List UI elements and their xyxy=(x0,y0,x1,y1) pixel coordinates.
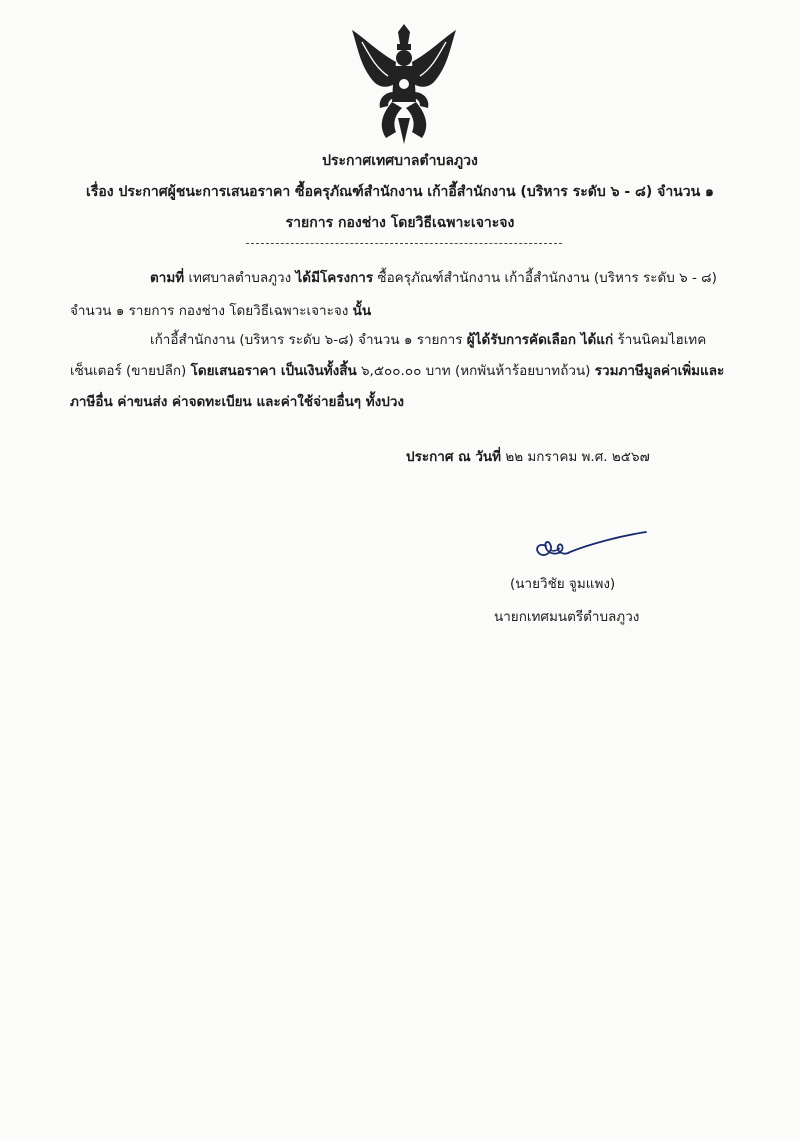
signature-icon xyxy=(530,528,648,564)
body-line-4 xyxy=(70,359,724,381)
subject-text: ประกาศผู้ชนะการเสนอราคา ซื้อครุภัณฑ์สำนักงาน เก้าอี้สำนักงาน (บริหาร ระดับ ๖ - ๘) จำนวน ๑ xyxy=(118,184,714,200)
body-text: เซ็นเตอร์ (ขายปลีก) xyxy=(70,363,191,379)
signer-name: (นายวิชัย จูมแพง) xyxy=(510,576,616,592)
body-text: จำนวน ๑ รายการ กองช่าง โดยวิธีเฉพาะเจาะจง xyxy=(70,303,353,319)
body-text: ตามที่ xyxy=(150,270,185,286)
subject-line-1 xyxy=(0,181,800,203)
body-text: ๖,๕๐๐.๐๐ บาท (หกพันห้าร้อยบาทถ้วน) xyxy=(356,363,595,379)
body-line-1 xyxy=(150,266,717,288)
body-text: โดยเสนอราคา เป็นเงินทั้งสิ้น xyxy=(190,363,357,379)
subject-label: เรื่อง xyxy=(86,184,114,200)
garuda-emblem-icon xyxy=(348,22,460,146)
announce-label: ประกาศ ณ วันที่ xyxy=(406,449,502,465)
body-text: ผู้ได้รับการคัดเลือก ได้แก่ xyxy=(466,332,614,348)
page-title: ประกาศเทศบาลตำบลภูวง xyxy=(322,153,478,169)
body-text: เทศบาลตำบลภูวง xyxy=(184,270,296,286)
announce-date-line xyxy=(406,445,650,467)
body-text: เก้าอี้สำนักงาน (บริหาร ระดับ ๖-๘) จำนวน ๑ รายการ xyxy=(150,332,467,348)
body-text: รวมภาษีมูลค่าเพิ่มและ xyxy=(594,363,725,379)
subject-line-2: รายการ กองช่าง โดยวิธีเฉพาะเจาะจง xyxy=(285,215,515,231)
body-text: นั้น xyxy=(352,303,372,319)
body-text: ซื้อครุภัณฑ์สำนักงาน เก้าอี้สำนักงาน (บริหาร ระดับ ๖ - ๘) xyxy=(373,270,717,286)
divider xyxy=(246,243,562,244)
body-text: ร้านนิคมไฮเทค xyxy=(613,332,707,348)
body-line-5: ภาษีอื่น ค่าขนส่ง ค่าจดทะเบียน และค่าใช้จ่ายอื่นๆ ทั้งปวง xyxy=(70,394,404,410)
signer-position: นายกเทศมนตรีตำบลภูวง xyxy=(494,609,640,625)
body-text: ได้มีโครงการ xyxy=(295,270,374,286)
body-line-2 xyxy=(70,299,371,321)
body-line-3 xyxy=(150,328,706,350)
announce-date: ๒๒ มกราคม พ.ศ. ๒๕๖๗ xyxy=(501,449,650,465)
